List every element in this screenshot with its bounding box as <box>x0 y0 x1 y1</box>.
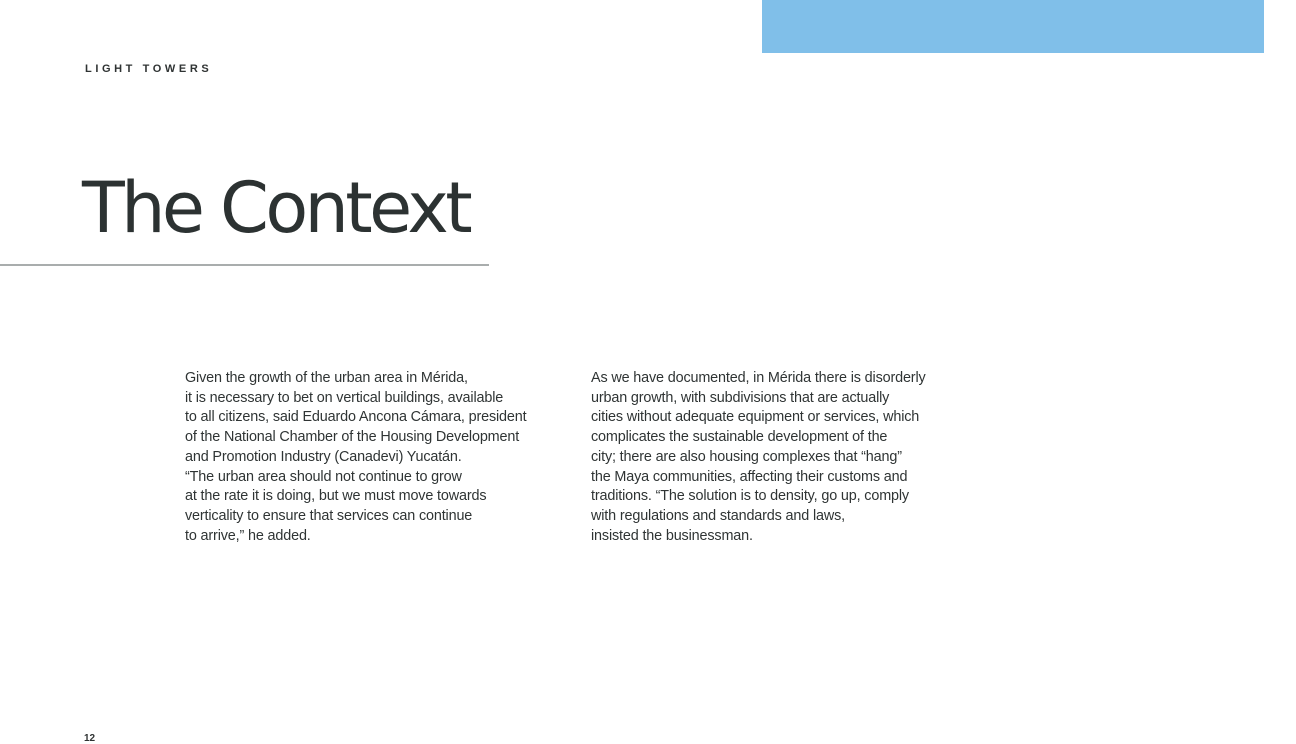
text-line: Given the growth of the urban area in Mérida, <box>185 370 468 386</box>
accent-bar <box>762 0 1264 53</box>
body-column-left <box>185 369 585 546</box>
body-column-right <box>591 369 991 546</box>
text-line: and Promotion Industry (Canadevi) Yucatán. <box>185 448 462 465</box>
title-divider <box>0 264 489 266</box>
page-number: 12 <box>84 733 96 744</box>
text-line: it is necessary to bet on vertical buildings, available <box>185 389 504 406</box>
section-label: LIGHT TOWERS <box>85 63 213 75</box>
text-line: complicates the sustainable development of the <box>591 429 888 446</box>
text-line: traditions. “The solution is to density, go up, comply <box>591 488 909 505</box>
text-line: with regulations and standards and laws, <box>591 507 845 524</box>
text-line: of the National Chamber of the Housing Development <box>185 429 520 446</box>
text-line: to all citizens, said Eduardo Ancona Cámara, president <box>185 409 527 426</box>
text-line: cities without adequate equipment or services, which <box>591 409 920 426</box>
text-line: urban growth, with subdivisions that are actually <box>591 389 890 406</box>
text-line: the Maya communities, affecting their customs and <box>591 468 908 485</box>
text-line: insisted the businessman. <box>591 527 753 544</box>
text-line: at the rate it is doing, but we must move towards <box>185 488 487 505</box>
text-line: verticality to ensure that services can continue <box>185 507 473 524</box>
text-line: “The urban area should not continue to grow <box>185 468 462 485</box>
page-title: The Context <box>82 167 470 249</box>
text-line: As we have documented, in Mérida there is disorderly <box>591 370 926 386</box>
text-line: city; there are also housing complexes that “hang” <box>591 448 902 465</box>
text-line: to arrive,” he added. <box>185 527 311 544</box>
